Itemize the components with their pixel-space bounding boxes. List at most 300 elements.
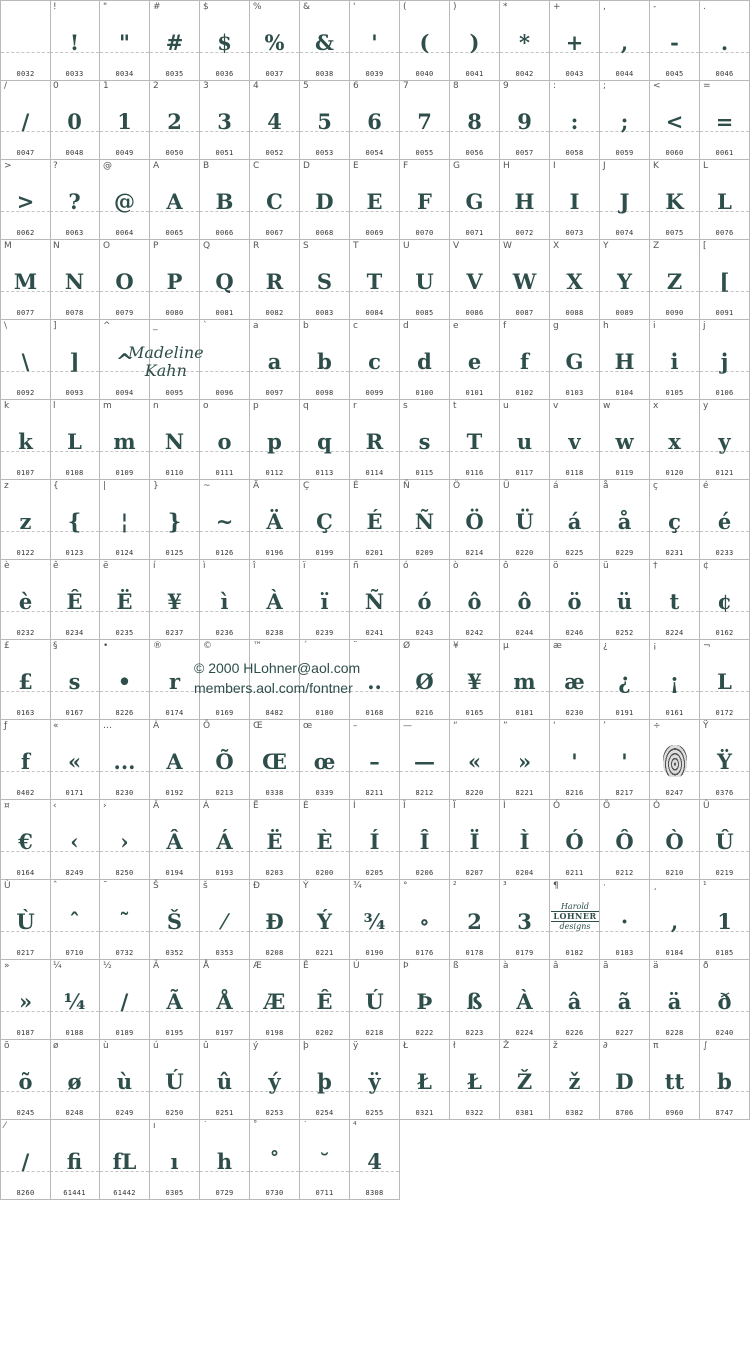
glyph-cell: [600, 560, 650, 640]
glyph-cell: [300, 160, 350, 240]
glyph-cell-label: °: [403, 881, 408, 891]
glyph-code: 0047: [16, 149, 35, 157]
glyph-cell-label: ›: [103, 801, 107, 811]
glyph-cell-label: D: [303, 161, 310, 171]
glyph-code: 0321: [415, 1109, 434, 1117]
glyph-code: 0169: [215, 709, 234, 717]
glyph-code: 0074: [615, 229, 634, 237]
glyph-cell-label: t: [453, 401, 457, 411]
glyph-code: 0090: [665, 309, 684, 317]
glyph-cell: [50, 560, 100, 640]
glyph-code: 0045: [665, 70, 684, 78]
glyph-cell-label: ¢: [703, 561, 709, 571]
glyph-code: 0198: [265, 1029, 284, 1037]
glyph-cell: [200, 240, 250, 320]
glyph-code: 0250: [165, 1109, 184, 1117]
glyph-code: 0376: [715, 789, 734, 797]
glyph-code: 0081: [215, 309, 234, 317]
glyph-code: 0251: [215, 1109, 234, 1117]
glyph-cell-label: ÿ: [353, 1041, 359, 1051]
glyph-cell-label: π: [653, 1041, 659, 1051]
glyph-cell-label: ¾: [353, 881, 362, 891]
glyph-cell-label: %: [253, 2, 262, 12]
glyph-sample: O: [115, 269, 134, 294]
glyph-cell: [650, 400, 700, 480]
glyph-code: 0710: [65, 949, 84, 957]
glyph-cell: [0, 720, 51, 800]
glyph-cell-label: Ł: [403, 1041, 409, 1051]
glyph-sample: »: [18, 989, 33, 1014]
glyph-sample: £: [18, 669, 33, 694]
glyph-code: 0071: [465, 229, 484, 237]
glyph-sample: ∘: [419, 909, 430, 934]
glyph-sample: E: [366, 189, 383, 214]
glyph-cell: [250, 320, 300, 400]
glyph-cell-label: ": [103, 2, 108, 12]
glyph-code: 0209: [415, 549, 434, 557]
glyph-sample: ·: [620, 909, 629, 934]
glyph-cell-label: a: [253, 321, 259, 331]
glyph-cell-label: Ô: [603, 801, 611, 811]
glyph-sample: ...: [113, 749, 136, 774]
glyph-code: 0123: [65, 549, 84, 557]
glyph-cell-label: “: [453, 721, 458, 731]
glyph-code: 0233: [715, 549, 734, 557]
glyph-cell: [650, 640, 700, 720]
glyph-cell: [150, 400, 200, 480]
glyph-sample: j: [720, 349, 729, 374]
glyph-cell: [300, 400, 350, 480]
glyph-cell: [250, 400, 300, 480]
glyph-cell-label: Ø: [403, 641, 411, 651]
glyph-sample: È: [316, 829, 333, 854]
glyph-cell-label: ÷: [653, 721, 661, 731]
glyph-cell: [350, 400, 400, 480]
glyph-cell: [150, 640, 200, 720]
glyph-code: 0237: [165, 629, 184, 637]
glyph-cell: [500, 880, 550, 960]
glyph-cell-label: Ú: [353, 961, 360, 971]
glyph-code: 0245: [16, 1109, 35, 1117]
glyph-sample: ¢: [717, 589, 732, 614]
glyph-code: 0034: [115, 70, 134, 78]
glyph-sample: ð: [717, 989, 732, 1014]
glyph-code: 0077: [16, 309, 35, 317]
glyph-sample: K: [665, 189, 684, 214]
glyph-sample: !: [69, 30, 80, 55]
glyph-cell: [350, 1120, 400, 1200]
glyph-code: 8706: [615, 1109, 634, 1117]
glyph-cell: [300, 720, 350, 800]
glyph-cell-label: ™: [253, 641, 262, 651]
glyph-sample: ): [469, 30, 480, 55]
glyph-cell: [400, 1040, 450, 1120]
glyph-cell: [650, 560, 700, 640]
glyph-cell: [50, 0, 100, 81]
glyph-code: 0382: [565, 1109, 584, 1117]
glyph-cell-label: ∂: [603, 1041, 608, 1051]
glyph-cell: [50, 640, 100, 720]
glyph-code: 8220: [465, 789, 484, 797]
glyph-sample: Ÿ: [717, 749, 732, 774]
glyph-sample: ..: [367, 669, 382, 694]
glyph-cell-label: y: [703, 401, 709, 411]
glyph-code: 0249: [115, 1109, 134, 1117]
madeline-line-1: Madeline: [128, 343, 204, 362]
glyph-cell-label: ø: [53, 1041, 59, 1051]
glyph-cell: [500, 960, 550, 1040]
glyph-cell: [550, 960, 600, 1040]
glyph-sample: ó: [417, 589, 432, 614]
glyph-cell-label: z: [4, 481, 9, 491]
glyph-sample: ¥: [167, 589, 182, 614]
glyph-code: 0104: [615, 389, 634, 397]
glyph-cell: [350, 0, 400, 81]
glyph-code: 0041: [465, 70, 484, 78]
glyph-cell: [450, 160, 500, 240]
glyph-sample: 3: [517, 909, 532, 934]
glyph-sample: À: [266, 589, 283, 614]
glyph-sample: ˆ: [69, 909, 80, 934]
glyph-sample: ù: [116, 1069, 133, 1094]
glyph-cell: [650, 240, 700, 320]
glyph-cell-label: {: [53, 481, 59, 491]
glyph-cell-label: /: [4, 81, 8, 91]
glyph-cell-label: Ò: [653, 801, 661, 811]
glyph-code: 0111: [215, 469, 234, 477]
glyph-cell: [400, 560, 450, 640]
glyph-cell-label: @: [103, 161, 112, 171]
glyph-sample: ⁄: [222, 909, 227, 934]
glyph-cell-label: Î: [403, 801, 406, 811]
glyph-sample: ~: [215, 509, 234, 534]
glyph-cell-label: è: [4, 561, 10, 571]
glyph-cell-label: m: [103, 401, 112, 411]
glyph-sample: ›: [120, 829, 129, 854]
glyph-cell-label: ': [353, 2, 356, 12]
glyph-cell: [250, 80, 300, 160]
glyph-code: 0228: [665, 1029, 684, 1037]
glyph-cell: [600, 480, 650, 560]
glyph-cell-label: ˙: [303, 1121, 308, 1131]
glyph-sample: @: [114, 189, 135, 214]
glyph-cell: [250, 880, 300, 960]
glyph-cell-label: õ: [4, 1041, 10, 1051]
glyph-code: 0181: [515, 709, 534, 717]
glyph-sample: Ú: [165, 1069, 184, 1094]
glyph-sample: Ã: [166, 989, 183, 1014]
glyph-code: 0225: [565, 549, 584, 557]
glyph-sample: M: [13, 269, 38, 294]
glyph-cell: [100, 880, 150, 960]
glyph-cell: [500, 560, 550, 640]
glyph-cell: [500, 800, 550, 880]
glyph-cell: [700, 640, 750, 720]
glyph-code: 0049: [115, 149, 134, 157]
glyph-cell: [450, 560, 500, 640]
glyph-code: 0050: [165, 149, 184, 157]
glyph-cell-label: ƒ: [4, 721, 8, 731]
glyph-cell-label: ý: [253, 1041, 259, 1051]
copyright-line-1: © 2000 HLohner@aol.com: [194, 660, 361, 676]
glyph-cell-label: ⁴: [353, 1121, 357, 1131]
glyph-cell: [200, 880, 250, 960]
glyph-cell-label: û: [203, 1041, 209, 1051]
glyph-code: 8217: [615, 789, 634, 797]
glyph-sample: á: [567, 509, 582, 534]
glyph-code: 0238: [265, 629, 284, 637]
glyph-sample: D: [615, 1069, 634, 1094]
glyph-cell: [450, 240, 500, 320]
glyph-cell: [0, 960, 51, 1040]
glyph-cell: [500, 480, 550, 560]
glyph-cell: [0, 80, 51, 160]
glyph-code: 0044: [615, 70, 634, 78]
glyph-code: 8260: [16, 1189, 35, 1197]
baseline-guide: [1, 52, 50, 53]
glyph-code: 0102: [515, 389, 534, 397]
glyph-sample: c: [368, 349, 381, 374]
glyph-cell: [600, 800, 650, 880]
lohner-logo-mid: LOHNER: [551, 911, 599, 922]
glyph-cell-label: (: [403, 2, 407, 12]
glyph-sample: #: [165, 30, 184, 55]
glyph-sample: Ž: [516, 1069, 533, 1094]
glyph-cell-label: ú: [153, 1041, 159, 1051]
glyph-code: 8212: [415, 789, 434, 797]
glyph-code: 0201: [365, 549, 384, 557]
glyph-code: 0178: [465, 949, 484, 957]
glyph-sample: õ: [18, 1069, 33, 1094]
glyph-sample: —: [414, 749, 435, 774]
glyph-cell: [450, 1040, 500, 1120]
glyph-cell: [250, 800, 300, 880]
glyph-code: 0114: [365, 469, 384, 477]
glyph-sample: ž: [568, 1069, 581, 1094]
glyph-sample: «: [467, 749, 482, 774]
glyph-sample: tt: [664, 1069, 685, 1094]
glyph-cell-label: C: [253, 161, 260, 171]
glyph-sample: /: [120, 989, 129, 1014]
glyph-cell-label: M: [4, 241, 12, 251]
glyph-cell-label: í: [153, 561, 156, 571]
glyph-cell-label: 7: [403, 81, 409, 91]
glyph-cell-label: É: [353, 481, 359, 491]
glyph-cell: [250, 720, 300, 800]
glyph-sample: B: [215, 189, 234, 214]
baseline-guide: [200, 371, 249, 372]
glyph-cell: [650, 480, 700, 560]
glyph-code: 0195: [165, 1029, 184, 1037]
glyph-sample: û: [216, 1069, 233, 1094]
glyph-cell-label: «: [53, 721, 59, 731]
glyph-code: 0219: [715, 869, 734, 877]
glyph-cell: [150, 720, 200, 800]
glyph-sample: Œ: [262, 749, 287, 774]
glyph-cell-label: Û: [703, 801, 710, 811]
glyph-code: 0120: [665, 469, 684, 477]
glyph-sample: Ø: [415, 669, 434, 694]
glyph-sample: 2: [167, 109, 182, 134]
glyph-code: 0381: [515, 1109, 534, 1117]
glyph-sample: r: [168, 669, 181, 694]
glyph-sample: ˘: [319, 1149, 330, 1174]
glyph-cell: [100, 480, 150, 560]
glyph-cell-label: +: [553, 2, 561, 12]
glyph-cell-label: V: [453, 241, 460, 251]
glyph-cell-label: –: [353, 721, 358, 731]
glyph-cell: [150, 880, 200, 960]
glyph-cell: [350, 720, 400, 800]
glyph-cell: [0, 800, 51, 880]
glyph-code: 0231: [665, 549, 684, 557]
glyph-cell-label: x: [653, 401, 659, 411]
glyph-code: 0094: [115, 389, 134, 397]
glyph-cell: [350, 160, 400, 240]
glyph-cell: [100, 560, 150, 640]
glyph-cell-label: $: [203, 2, 209, 12]
glyph-code: 0234: [65, 629, 84, 637]
glyph-code: 0203: [265, 869, 284, 877]
glyph-cell-label: ç: [653, 481, 658, 491]
glyph-code: 0197: [215, 1029, 234, 1037]
glyph-cell: [550, 0, 600, 81]
glyph-sample: ': [571, 749, 578, 774]
glyph-cell: [0, 0, 51, 81]
glyph-cell-label: n: [153, 401, 159, 411]
glyph-sample: &: [315, 30, 334, 55]
glyph-cell: [600, 80, 650, 160]
glyph-sample: {: [67, 509, 82, 534]
glyph-cell: [400, 960, 450, 1040]
glyph-code: 8250: [115, 869, 134, 877]
glyph-sample: ì: [220, 589, 229, 614]
glyph-sample: H: [514, 189, 535, 214]
glyph-cell: [650, 800, 700, 880]
glyph-code: 0220: [515, 549, 534, 557]
glyph-cell: [700, 160, 750, 240]
glyph-sample: Y: [617, 269, 632, 294]
glyph-code: 8482: [265, 709, 284, 717]
glyph-sample: É: [366, 509, 383, 534]
glyph-sample: f: [20, 749, 31, 774]
glyph-code: 0035: [165, 70, 184, 78]
glyph-cell-label: ˚: [253, 1121, 258, 1131]
glyph-cell-label: ì: [203, 561, 206, 571]
glyph-code: 0086: [465, 309, 484, 317]
glyph-cell: [600, 720, 650, 800]
glyph-cell-label: ˙: [203, 1121, 208, 1131]
glyph-cell-label: |: [103, 481, 107, 491]
glyph-cell-label: ¹: [703, 881, 707, 891]
glyph-code: 0187: [16, 1029, 35, 1037]
glyph-cell-label: á: [553, 481, 559, 491]
glyph-cell-label: Â: [153, 801, 160, 811]
glyph-sample: L: [67, 429, 82, 454]
glyph-cell: [300, 880, 350, 960]
glyph-cell-label: p: [253, 401, 259, 411]
glyph-code: 0353: [215, 949, 234, 957]
glyph-cell: [650, 160, 700, 240]
glyph-cell-label: ó: [403, 561, 409, 571]
glyph-sample: Ï: [469, 829, 480, 854]
glyph-cell: [100, 160, 150, 240]
glyph-sample: ß: [466, 989, 483, 1014]
glyph-cell-label: E: [353, 161, 359, 171]
glyph-sample: Õ: [215, 749, 234, 774]
glyph-cell-label: ®: [153, 641, 162, 651]
glyph-code: 0064: [115, 229, 134, 237]
glyph-sample: ^: [115, 349, 134, 374]
glyph-code: 0078: [65, 309, 84, 317]
glyph-code: 0214: [465, 549, 484, 557]
glyph-cell-label: 5: [303, 81, 309, 91]
glyph-cell-label: Ð: [253, 881, 260, 891]
glyph-sample: Å: [216, 989, 233, 1014]
glyph-cell-label: J: [603, 161, 606, 171]
glyph-cell-label: Y: [603, 241, 609, 251]
glyph-sample: f: [519, 349, 530, 374]
glyph-cell-label: Õ: [203, 721, 211, 731]
glyph-sample: -: [670, 30, 679, 55]
glyph-cell: [100, 720, 150, 800]
glyph-sample: o: [217, 429, 232, 454]
glyph-sample: ä: [667, 989, 682, 1014]
glyph-code: 0055: [415, 149, 434, 157]
glyph-cell: [150, 1040, 200, 1120]
glyph-sample: ¿: [618, 669, 631, 694]
glyph-cell: [500, 640, 550, 720]
glyph-sample: /: [21, 109, 30, 134]
glyph-code: 0222: [415, 1029, 434, 1037]
glyph-code: 0079: [115, 309, 134, 317]
glyph-code: 0205: [365, 869, 384, 877]
glyph-code: 8230: [115, 789, 134, 797]
glyph-cell-label: þ: [303, 1041, 309, 1051]
glyph-cell: [400, 80, 450, 160]
glyph-cell: [350, 480, 400, 560]
glyph-cell: [700, 320, 750, 400]
glyph-code: 0232: [16, 629, 35, 637]
glyph-code: 0174: [165, 709, 184, 717]
glyph-cell-label: W: [503, 241, 512, 251]
glyph-cell: [700, 800, 750, 880]
glyph-sample: L: [717, 189, 732, 214]
glyph-cell-label: ’: [603, 721, 606, 731]
glyph-sample: Ł: [417, 1069, 432, 1094]
glyph-cell-label: ¥: [453, 641, 459, 651]
glyph-cell-label: Æ: [253, 961, 262, 971]
glyph-cell: [700, 960, 750, 1040]
glyph-cell: [200, 480, 250, 560]
glyph-cell-label: T: [353, 241, 359, 251]
glyph-cell: [100, 400, 150, 480]
glyph-cell-label: …: [103, 721, 112, 731]
glyph-cell: [150, 800, 200, 880]
glyph-code: 8249: [65, 869, 84, 877]
glyph-cell: [300, 480, 350, 560]
glyph-code: 0189: [115, 1029, 134, 1037]
glyph-sample: 5: [317, 109, 332, 134]
glyph-cell: [650, 0, 700, 81]
glyph-cell: [100, 800, 150, 880]
glyph-sample: k: [18, 429, 33, 454]
glyph-cell: [0, 1120, 51, 1200]
glyph-cell-label: §: [53, 641, 58, 651]
glyph-cell: [550, 480, 600, 560]
glyph-code: 0164: [16, 869, 35, 877]
glyph-cell: [100, 1120, 150, 1200]
